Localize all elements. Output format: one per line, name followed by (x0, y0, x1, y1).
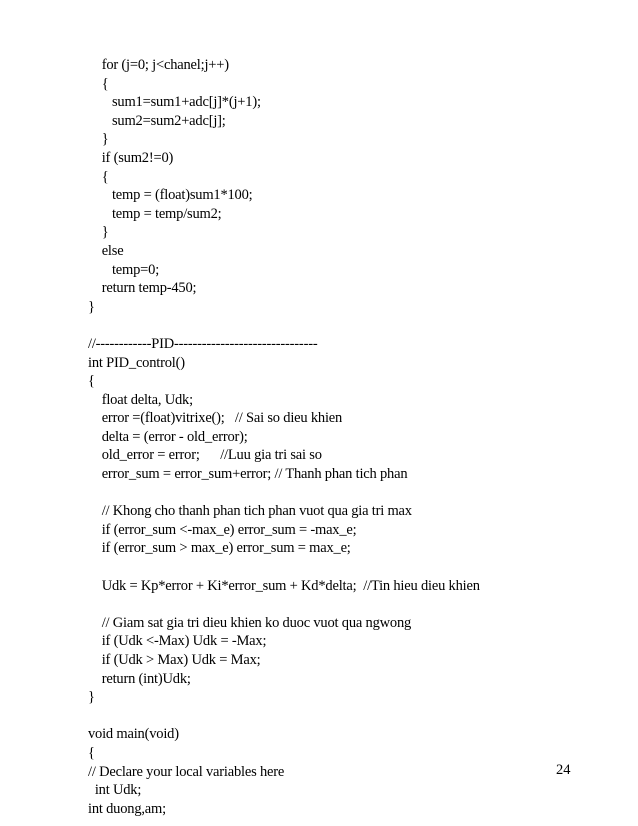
code-line: // Giam sat gia tri dieu khien ko duoc vuot qua ngwong (88, 614, 412, 631)
code-line: } (88, 131, 109, 148)
code-line: } (88, 689, 95, 706)
code-line: void main(void) (88, 726, 179, 743)
code-line: { (88, 373, 95, 390)
code-line: if (Udk > Max) Udk = Max; (88, 652, 261, 668)
code-line: Udk = Kp*error + Ki*error_sum + Kd*delta; //Tin hieu dieu khien (88, 577, 480, 594)
code-line (88, 707, 608, 726)
code-line: //------------PID------------------------------- (88, 335, 318, 352)
code-line: // Khong cho thanh phan tich phan vuot qua gia tri max (88, 503, 412, 520)
code-line (88, 558, 608, 577)
code-line: { (88, 75, 109, 92)
code-line: sum2=sum2+adc[j]; (88, 112, 226, 129)
code-line: { (88, 168, 109, 185)
code-line: return temp-450; (88, 280, 197, 297)
code-line: old_error = error; //Luu gia tri sai so (88, 447, 322, 464)
code-line: delta = (error - old_error); (88, 428, 248, 445)
page-number: 24 (556, 762, 571, 778)
code-line: if (error_sum <-max_e) error_sum = -max_e; (88, 521, 357, 538)
code-line: error =(float)vitrixe(); // Sai so dieu khien (88, 410, 343, 427)
code-line: int Udk; (88, 782, 142, 799)
code-line (88, 595, 608, 614)
code-line: if (error_sum > max_e) error_sum = max_e; (88, 540, 351, 557)
code-line: int PID_control() (88, 354, 185, 371)
code-line: error_sum = error_sum+error; // Thanh phan tich phan (88, 466, 408, 483)
code-line: } (88, 224, 109, 241)
code-line: } (88, 298, 95, 315)
code-line: // Declare your local variables here (88, 763, 285, 780)
code-line: if (sum2!=0) (88, 149, 174, 166)
code-line: sum1=sum1+adc[j]*(j+1); (88, 94, 261, 111)
code-line: temp = (float)sum1*100; (88, 187, 253, 204)
code-line: else (88, 242, 124, 259)
code-line: int duong,am; (88, 800, 166, 817)
code-line (88, 484, 608, 503)
code-line: temp=0; (88, 261, 160, 278)
code-line: temp = temp/sum2; (88, 205, 222, 222)
code-line (88, 316, 608, 335)
code-line: for (j=0; j<chanel;j++) (88, 57, 229, 73)
code-line: float delta, Udk; (88, 391, 193, 408)
code-line: if (Udk <-Max) Udk = -Max; (88, 633, 267, 650)
code-line: return (int)Udk; (88, 670, 191, 687)
code-line: { (88, 744, 95, 761)
code-listing (88, 56, 608, 818)
